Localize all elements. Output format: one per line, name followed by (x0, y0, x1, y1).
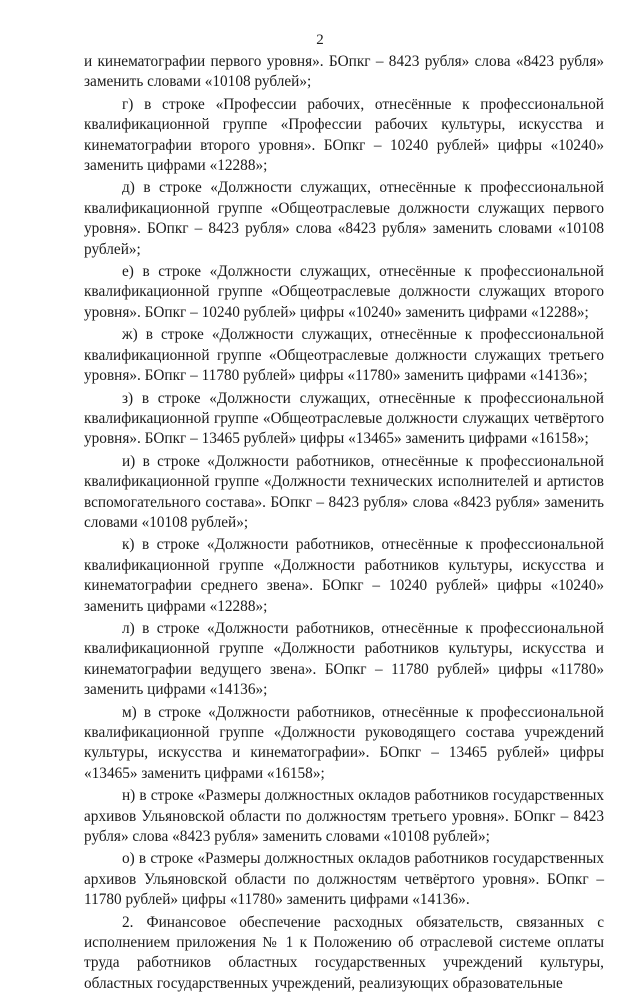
paragraph-item-k: к) в строке «Должности работников, отнесённые к профессиональной квалификационной группе «Должности работников культуры, искусства и кинематографии среднего звена». БОпкг – 10240 рублей» цифры «10240» заменить цифрами «12288»; (84, 536, 604, 615)
paragraph-item-i: и) в строке «Должности работников, отнесённые к профессиональной квалификационной группе «Должности технических исполнителей и артистов вспомогательного состава». БОпкг – 8423 рубля» слова «8423 рубля» заменить словами «10108 рублей»; (84, 452, 604, 531)
paragraph-item-m: м) в строке «Должности работников, отнесённые к профессиональной квалификационной группе «Должности руководящего состава учреждений культуры, искусства и кинематографии». БОпкг – 13465 рублей» цифры «13465» заменить цифрами «16158»; (84, 703, 604, 782)
paragraph-item-g: г) в строке «Профессии рабочих, отнесённые к профессиональной квалификационной группе «Профессии рабочих культуры, искусства и кинематографии второго уровня». БОпкг – 10240 рублей» цифры «10240» заменить цифрами «12288»; (84, 95, 604, 175)
paragraph-item-n: н) в строке «Размеры должностных окладов работников государственных архивов Ульяновской области по должностям третьего уровня». БОпкг – 8423 рубля» слова «8423 рубля» заменить словами «10108 рублей»; (84, 787, 604, 846)
paragraph-item-d: д) в строке «Должности служащих, отнесённые к профессиональной квалификационной группе «Общеотраслевые должности служащих первого уровня». БОпкг – 8423 рубля» слова «8423 рубля» заменить словами «10108 рублей»; (84, 179, 604, 258)
document-body (84, 52, 604, 996)
paragraph-item-e: е) в строке «Должности служащих, отнесённые к профессиональной квалификационной группе «Общеотраслевые должности служащих второго уровня». БОпкг – 10240 рублей» цифры «10240» заменить цифрами «12288»; (84, 263, 604, 321)
paragraph-continuation: и кинематографии первого уровня». БОпкг – 8423 рубля» слова «8423 рубля» заменить словами «10108 рублей»; (84, 53, 604, 91)
paragraph-item-zh: ж) в строке «Должности служащих, отнесённые к профессиональной квалификационной группе «Общеотраслевые должности служащих третьего уровня». БОпкг – 11780 рублей» цифры «11780» заменить цифрами «14136»; (84, 326, 604, 385)
paragraph-section-2: 2. Финансовое обеспечение расходных обязательств, связанных с исполнением приложения № 1 к Положению об отраслевой системе оплаты труда работников областных государственных учреждений культуры, областных государственных учреждений, реализующих образовательные (84, 913, 604, 992)
page-number: 2 (316, 32, 324, 48)
paragraph-item-o: о) в строке «Размеры должностных окладов работников государственных архивов Ульяновской области по должностям четвёртого уровня». БОпкг – 11780 рублей» цифры «11780» заменить цифрами «14136». (84, 850, 604, 909)
paragraph-item-l: л) в строке «Должности работников, отнесённые к профессиональной квалификационной группе «Должности работников культуры, искусства и кинематографии ведущего звена». БОпкг – 11780 рублей» цифры «11780» заменить цифрами «14136»; (84, 619, 604, 699)
paragraph-item-z: з) в строке «Должности служащих, отнесённые к профессиональной квалификационной группе «Общеотраслевые должности служащих четвёртого уровня». БОпкг – 13465 рублей» цифры «13465» заменить цифрами «16158»; (84, 389, 604, 448)
